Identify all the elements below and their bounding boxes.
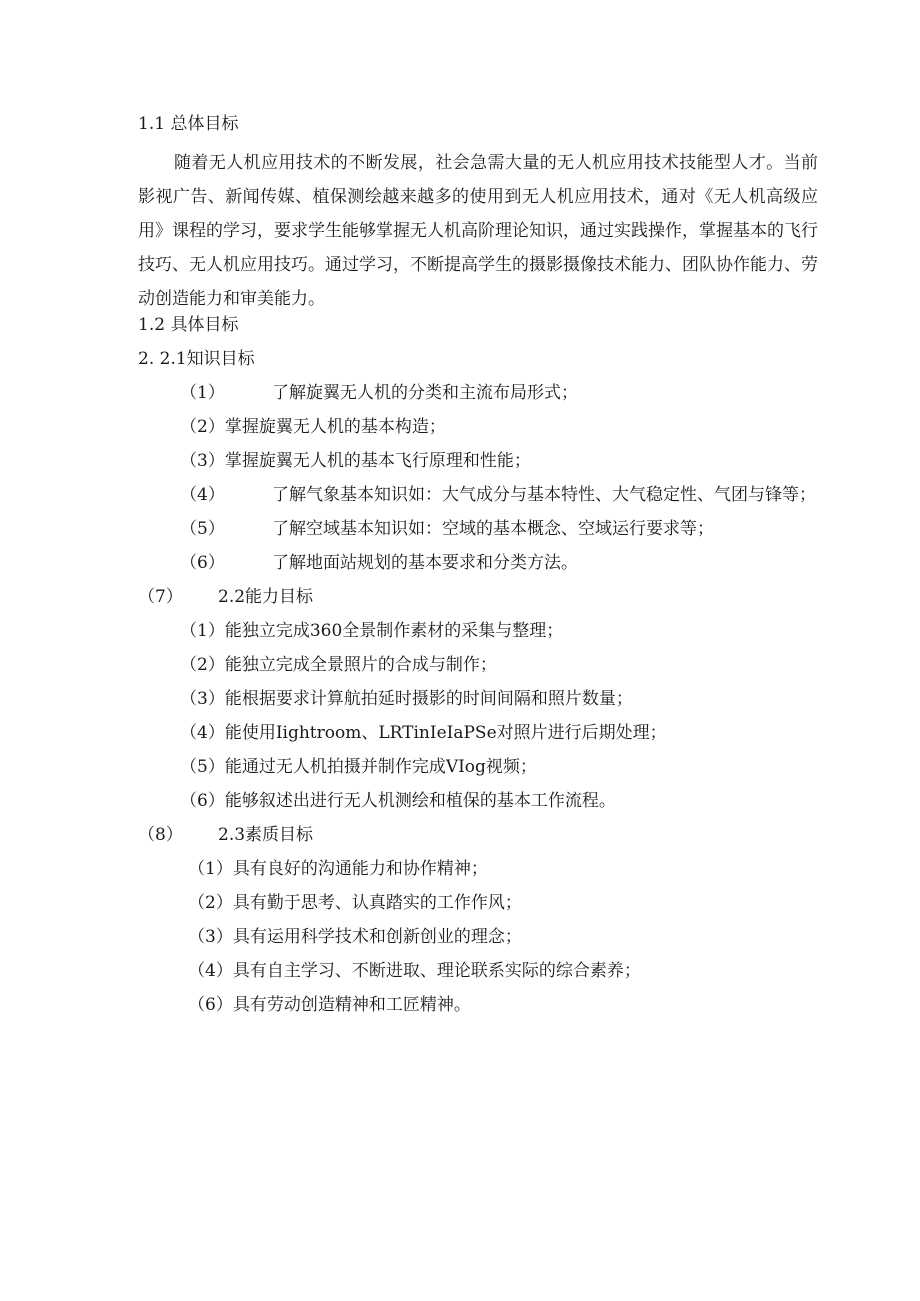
knowledge-item	[180, 416, 446, 438]
quality-item: （6）具有劳动创造精神和工匠精神。	[188, 995, 471, 1015]
heading-text: 2.2能力目标	[218, 587, 314, 607]
knowledge-item	[180, 484, 816, 506]
knowledge-item	[180, 450, 531, 472]
ability-item: （6）能够叙述出进行无人机测绘和植保的基本工作流程。	[180, 791, 616, 811]
ability-item: （5）能通过无人机拍摄并制作完成VIog视频；	[180, 757, 537, 777]
item-number: （6）	[180, 553, 225, 573]
overall-goal-paragraph: 随着无人机应用技术的不断发展，社会急需大量的无人机应用技术技能型人才。当前影视广告、新闻传媒、植保测绘越来越多的使用到无人机应用技术，通对《无人机高级应用》课程的学习，要求学生能够掌握无人机高阶理论知识，通过实践操作，掌握基本的飞行技巧、无人机应用技巧。通过学习，不断提高学生的摄影摄像技术能力、团队协作能力、劳动创造能力和审美能力。	[138, 153, 818, 309]
item-number: （7）	[138, 587, 183, 607]
heading-2-3	[138, 824, 313, 846]
item-text: 了解旋翼无人机的分类和主流布局形式；	[272, 383, 578, 403]
ability-item: （1）能独立完成360全景制作素材的采集与整理；	[180, 621, 564, 641]
quality-item: （1）具有良好的沟通能力和协作精神；	[188, 859, 488, 879]
item-text: 掌握旋翼无人机的基本飞行原理和性能；	[224, 451, 531, 471]
heading-1-2: 1.2 具体目标	[138, 315, 239, 335]
item-number: （5）	[180, 519, 225, 539]
ability-item: （3）能根据要求计算航拍延时摄影的时间间隔和照片数量；	[180, 689, 633, 709]
quality-item: （2）具有勤于思考、认真踏实的工作作风；	[188, 893, 522, 913]
ability-item: （4）能使用Iightroom、LRTinIeIaPSe对照片进行后期处理；	[180, 723, 667, 743]
item-text: 了解地面站规划的基本要求和分类方法。	[272, 553, 578, 573]
quality-item: （4）具有自主学习、不断进取、理论联系实际的综合素养；	[188, 961, 641, 981]
quality-item: （3）具有运用科学技术和创新创业的理念；	[188, 927, 522, 947]
item-number: （8）	[138, 825, 183, 845]
item-text: 了解空域基本知识如：空域的基本概念、空域运行要求等；	[272, 519, 714, 539]
item-number: （2）	[180, 417, 225, 437]
knowledge-item	[180, 518, 714, 540]
heading-text: 2.3素质目标	[218, 825, 314, 845]
heading-2-2	[138, 586, 313, 608]
knowledge-item	[180, 382, 578, 404]
item-number: （1）	[180, 383, 225, 403]
knowledge-item	[180, 552, 578, 574]
heading-2-1: 2. 2.1知识目标	[138, 349, 255, 369]
ability-item: （2）能独立完成全景照片的合成与制作；	[180, 655, 497, 675]
heading-1-1: 1.1 总体目标	[138, 114, 239, 134]
item-text: 了解气象基本知识如：大气成分与基本特性、大气稳定性、气团与锋等；	[272, 485, 816, 505]
item-number: （3）	[180, 451, 225, 471]
item-text: 掌握旋翼无人机的基本构造；	[224, 417, 446, 437]
item-number: （4）	[180, 485, 225, 505]
